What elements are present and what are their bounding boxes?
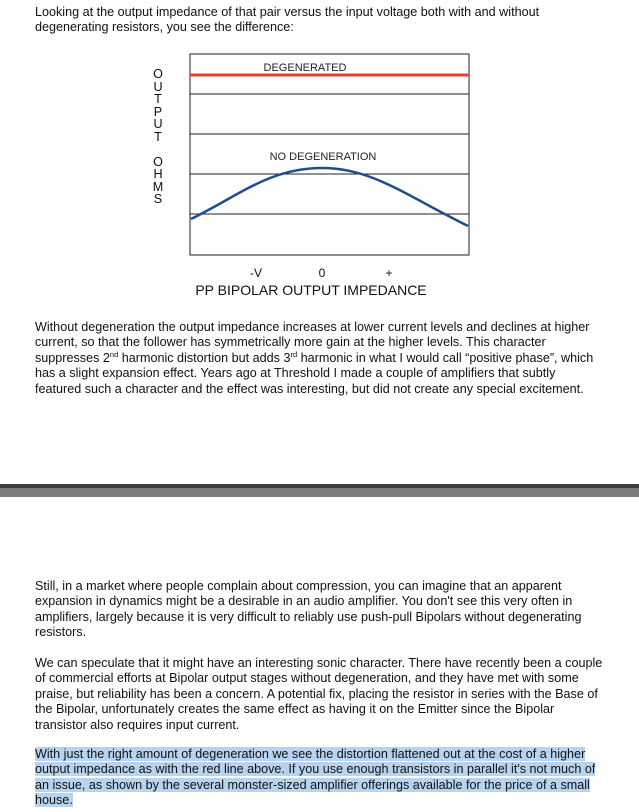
superscript: nd [109, 349, 119, 359]
impedance-graph [0, 0, 639, 310]
y-axis-label [150, 68, 166, 206]
paragraph-text: Without degeneration the output impedance increases at lower current levels and declines at higher current, so that the follower has symmetrically more gain at the higher levels. This character suppresses 2 [35, 320, 590, 365]
selected-paragraph[interactable] [35, 747, 605, 809]
graph-caption: PP BIPOLAR OUTPUT IMPEDANCE [195, 282, 427, 298]
page-divider [0, 484, 639, 497]
intro-paragraph[interactable]: Looking at the output impedance of that pair versus the input voltage both with and without degenerating resistors, you see the difference: [35, 5, 540, 35]
x-tick-zero: 0 [318, 266, 326, 280]
paragraph-text: harmonic distortion but adds 3 [118, 350, 291, 365]
superscript: rd [290, 349, 298, 359]
document-page-2 [0, 497, 639, 812]
text-selection-highlight[interactable]: With just the right amount of degeneration we see the distortion flattened out at the cost of a higher output impedance as with the red line above. If you use enough transistors in parallel it's not much of an issue, as shown by the several monster-sized amplifier offerings available for the price of a small house. [35, 747, 596, 808]
speculation-paragraph[interactable]: We can speculate that it might have an interesting sonic character. There have recently been a couple of commercial efforts at Bipolar output stages without degeneration, and they have met with some praise, but reliability has been a concern. A potential fix, placing the resistor in series with the Base of the Bipolar, unfortunately creates the same effect as having it on the Emitter since the Bipolar transistor also requires input current. [35, 656, 603, 732]
degeneration-paragraph[interactable] [35, 320, 605, 397]
compression-paragraph[interactable]: Still, in a market where people complain about compression, you can imagine that an apparent expansion in dynamics might be a desirable in an audio amplifier. You don't see this very often in amplifiers, largely because it is very difficult to reliably use push-pull Bipolars without degenerating resistors. [35, 579, 582, 640]
paragraph-text: harmonic in what I would call “positive phase”, which has a slight expansion effect. Years ago at Threshold I made a couple of amplifiers that subtly featured such a character and the effect was interesting, but did not create any special excitement. [35, 350, 594, 396]
x-tick-negative: -V [250, 266, 262, 280]
degenerated-label: DEGENERATED [263, 62, 347, 74]
y-axis-label-word1: OUTPUT [153, 67, 163, 144]
no-degeneration-label: NO DEGENERATION [269, 151, 377, 163]
y-axis-label-word2: OHMS [152, 154, 164, 207]
x-tick-positive: + [385, 266, 393, 280]
